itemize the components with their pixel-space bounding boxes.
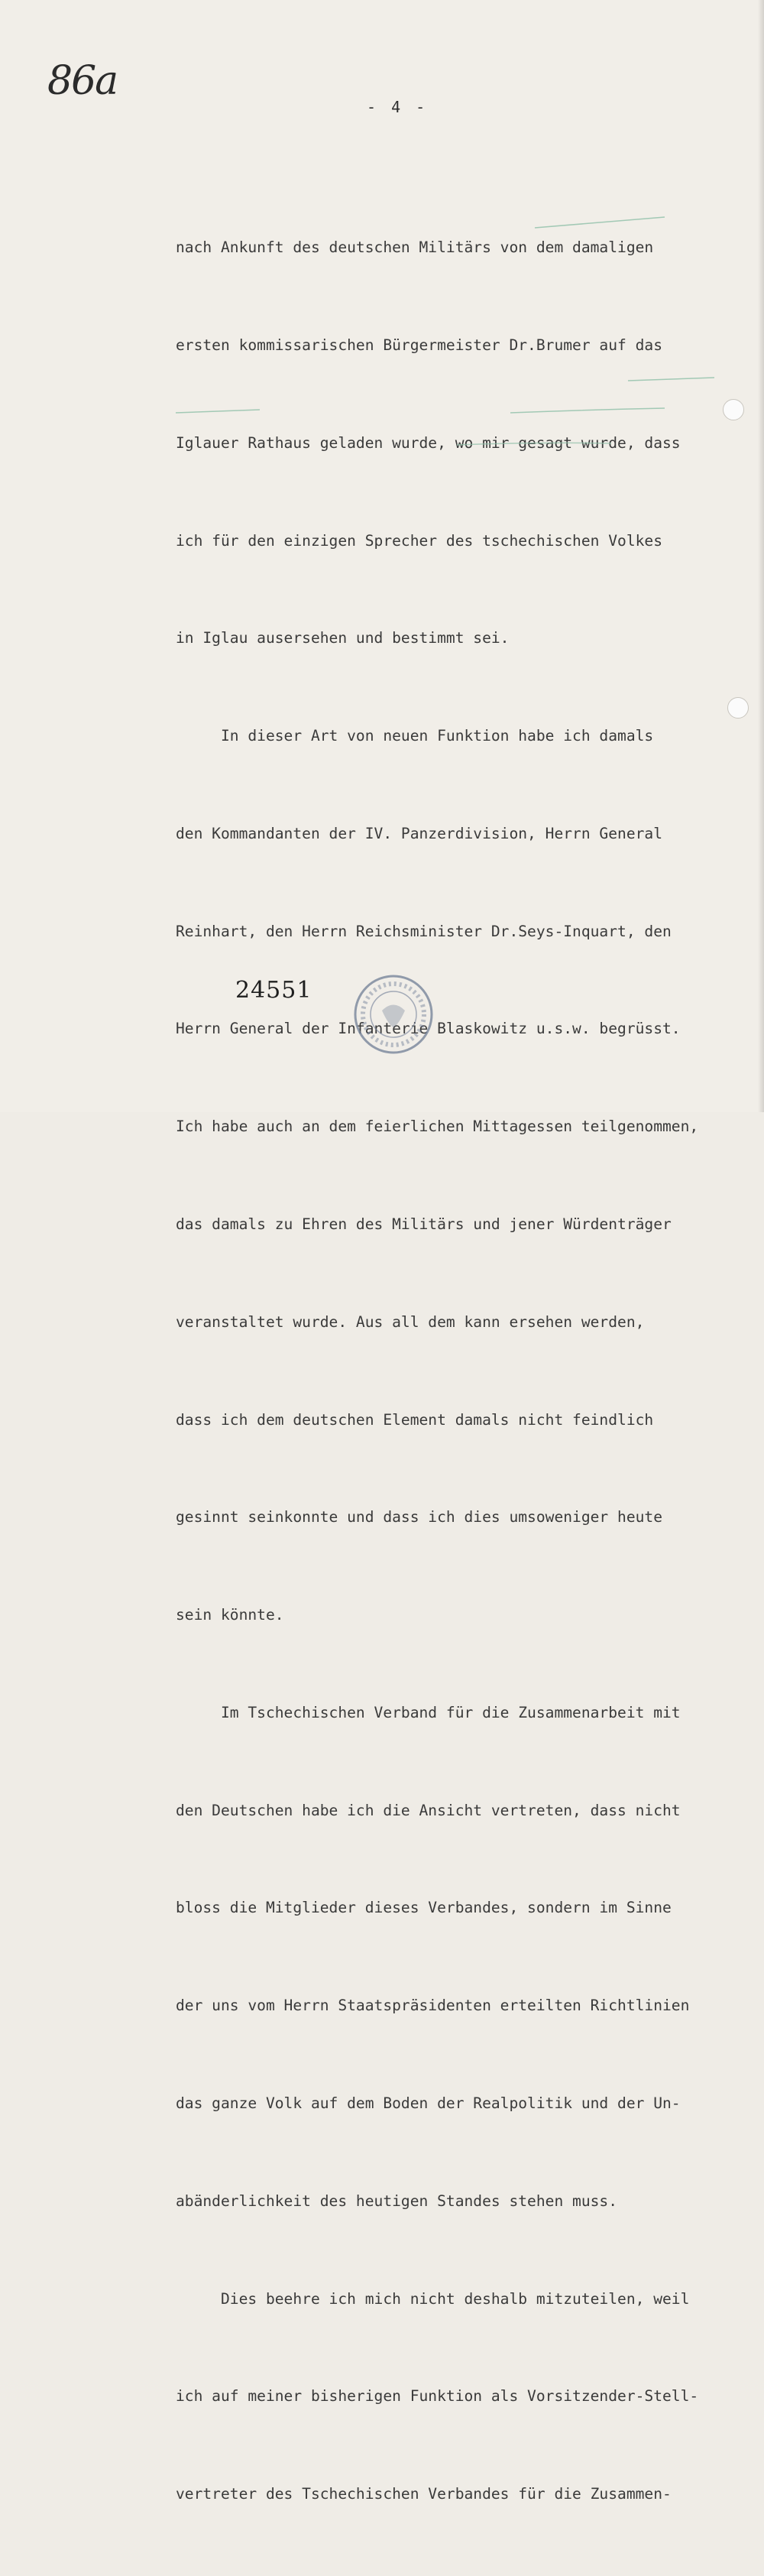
text-line: veranstaltet wurde. Aus all dem kann ersehen werden, bbox=[176, 1312, 645, 1331]
text-line: In dieser Art von neuen Funktion habe ich damals bbox=[176, 727, 654, 745]
punch-hole bbox=[723, 399, 744, 420]
punch-hole bbox=[727, 697, 749, 719]
text-line: Dies beehre ich mich nicht deshalb mitzuteilen, weil bbox=[176, 2289, 690, 2308]
text-line: ersten kommissarischen Bürgermeister Dr.Brumer auf das bbox=[176, 336, 663, 354]
text-line: in Iglau ausersehen und bestimmt sei. bbox=[176, 629, 510, 647]
text-line: ich für den einzigen Sprecher des tschechischen Volkes bbox=[176, 531, 663, 550]
text-line: Im Tschechischen Verband für die Zusammenarbeit mit bbox=[176, 1703, 681, 1721]
pencil-underline-marks bbox=[0, 0, 764, 1112]
text-line: abänderlichkeit des heutigen Standes stehen muss. bbox=[176, 2192, 618, 2210]
text-line: dass ich dem deutschen Element damals nicht feindlich bbox=[176, 1410, 654, 1429]
text-line: gesinnt seinkonnte und dass ich dies umsoweniger heute bbox=[176, 1508, 663, 1526]
text-line: sein könnte. bbox=[176, 1606, 284, 1624]
text-line: das ganze Volk auf dem Boden der Realpolitik und der Un- bbox=[176, 2094, 681, 2113]
page-number: - 4 - bbox=[367, 98, 429, 116]
text-line: ich auf meiner bisherigen Funktion als Vorsitzender-Stell- bbox=[176, 2387, 699, 2406]
text-line: Reinhart, den Herrn Reichsminister Dr.Seys-Inquart, den bbox=[176, 922, 672, 940]
handwritten-folio-number: 86a bbox=[47, 58, 118, 104]
text-line: Herrn General der Infanterie Blaskowitz u.s.w. begrüsst. bbox=[176, 1020, 681, 1038]
text-line: vertreter des Tschechischen Verbandes für die Zusammen- bbox=[176, 2485, 672, 2503]
text-line: den Kommandanten der IV. Panzerdivision, Herrn General bbox=[176, 824, 663, 842]
text-line: bloss die Mitglieder dieses Verbandes, sondern im Sinne bbox=[176, 1899, 672, 1917]
round-seal-stamp bbox=[351, 972, 435, 1056]
text-line: nach Ankunft des deutschen Militärs von dem damaligen bbox=[176, 238, 654, 257]
text-line: der uns vom Herrn Staatspräsidenten erteilten Richtlinien bbox=[176, 1997, 690, 2015]
archive-number: 24551 bbox=[235, 977, 312, 1004]
text-line: das damals zu Ehren des Militärs und jener Würdenträger bbox=[176, 1215, 672, 1233]
text-line: Ich habe auch an dem feierlichen Mittagessen teilgenommen, bbox=[176, 1118, 699, 1136]
text-line: Iglauer Rathaus geladen wurde, wo mir gesagt wurde, dass bbox=[176, 433, 681, 452]
text-line: den Deutschen habe ich die Ansicht vertreten, dass nicht bbox=[176, 1801, 681, 1819]
